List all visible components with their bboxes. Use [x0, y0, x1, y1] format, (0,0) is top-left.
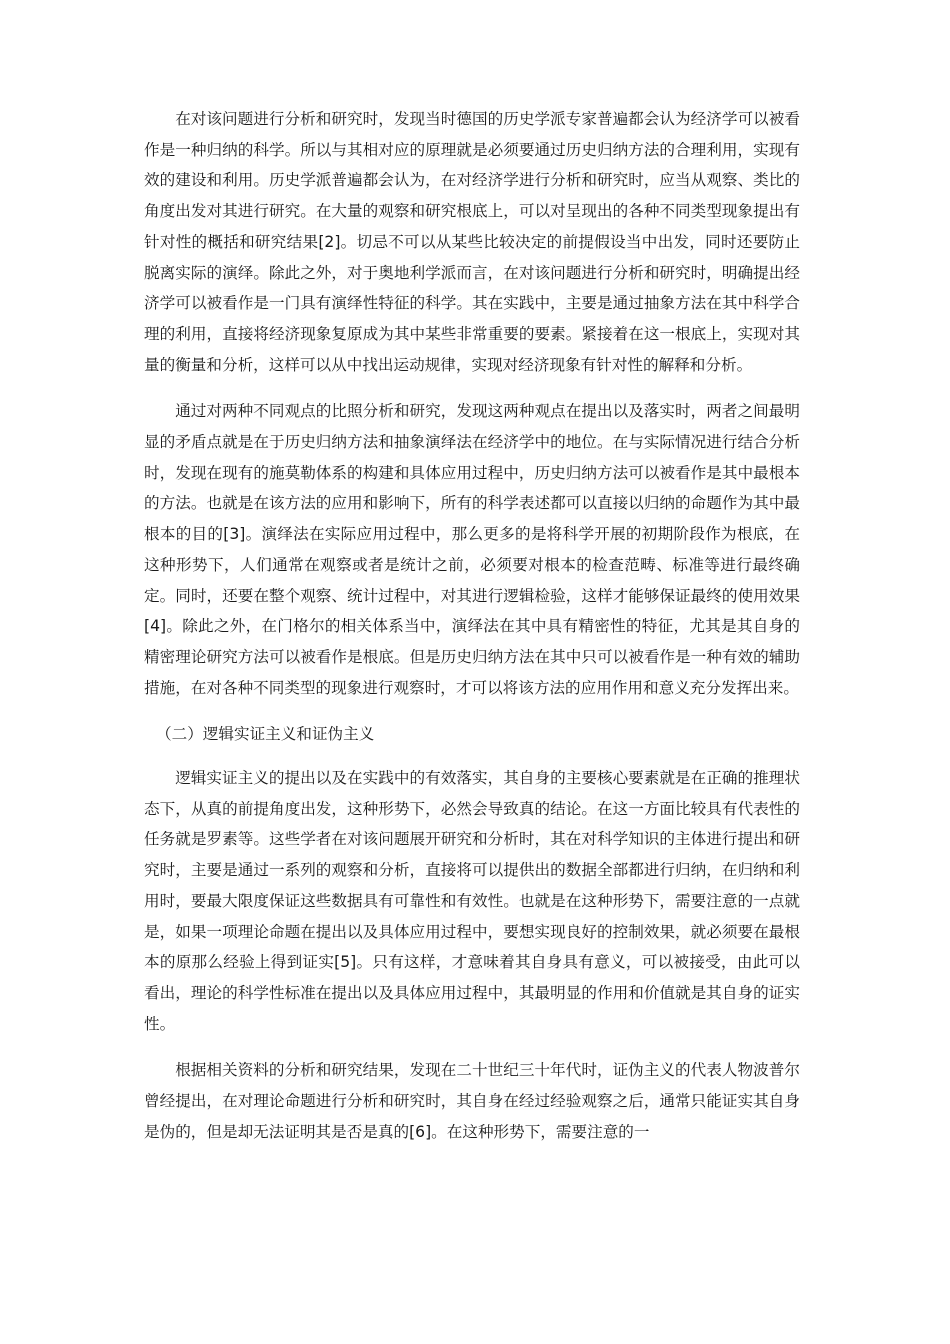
section-heading: （二）逻辑实证主义和证伪主义 [156, 725, 375, 744]
document-page [144, 104, 800, 1164]
body-paragraph: 根据相关资料的分析和研究结果，发现在二十世纪三十年代时，证伪主义的代表人物波普尔曾经提出，在对理论命题进行分析和研究时，其自身在经过经验观察之后，通常只能证实其自身是伪的，但是却无法证明其是否是真的[6]。在这种形势下，需要注意的一 [144, 1061, 800, 1141]
body-paragraph: 通过对两种不同观点的比照分析和研究，发现这两种观点在提出以及落实时，两者之间最明显的矛盾点就是在于历史归纳方法和抽象演绎法在经济学中的地位。在与实际情况进行结合分析时，发现在现有的施莫勒体系的构建和具体应用过程中，历史归纳方法可以被看作是其中最根本的方法。也就是在该方法的应用和影响下，所有的科学表述都可以直接以归纳的命题作为其中最根本的目的[3]。演绎法在实际应用过程中，那么更多的是将科学开展的初期阶段作为根底，在这种形势下，人们通常在观察或者是统计之前，必须要对根本的检查范畴、标准等进行最终确定。同时，还要在整个观察、统计过程中，对其进行逻辑检验，这样才能够保证最终的使用效果[4]。除此之外，在门格尔的相关体系当中，演绎法在其中具有精密性的特征，尤其是其自身的精密理论研究方法可以被看作是根底。但是历史归纳方法在其中只可以被看作是一种有效的辅助措施，在对各种不同类型的现象进行观察时，才可以将该方法的应用作用和意义充分发挥出来。 [144, 402, 800, 697]
body-paragraph: 在对该问题进行分析和研究时，发现当时德国的历史学派专家普遍都会认为经济学可以被看作是一种归纳的科学。所以与其相对应的原理就是必须要通过历史归纳方法的合理利用，实现有效的建设和利用。历史学派普遍都会认为，在对经济学进行分析和研究时，应当从观察、类比的角度出发对其进行研究。在大量的观察和研究根底上，可以对呈现出的各种不同类型现象提出有针对性的概括和研究结果[2]。切忌不可以从某些比较决定的前提假设当中出发，同时还要防止脱离实际的演绎。除此之外，对于奥地利学派而言，在对该问题进行分析和研究时，明确提出经济学可以被看作是一门具有演绎性特征的科学。其在实践中，主要是通过抽象方法在其中科学合理的利用，直接将经济现象复原成为其中某些非常重要的要素。紧接着在这一根底上，实现对其量的衡量和分析，这样可以从中找出运动规律，实现对经济现象有针对性的解释和分析。 [144, 110, 800, 374]
body-paragraph: 逻辑实证主义的提出以及在实践中的有效落实，其自身的主要核心要素就是在正确的推理状态下，从真的前提角度出发，这种形势下，必然会导致真的结论。在这一方面比较具有代表性的任务就是罗素等。这些学者在对该问题展开研究和分析时，其在对科学知识的主体进行提出和研究时，主要是通过一系列的观察和分析，直接将可以提供出的数据全部都进行归纳，在归纳和利用时，要最大限度保证这些数据具有可靠性和有效性。也就是在这种形势下，需要注意的一点就是，如果一项理论命题在提出以及具体应用过程中，要想实现良好的控制效果，就必须要在最根本的原那么经验上得到证实[5]。只有这样，才意味着其自身具有意义，可以被接受，由此可以看出，理论的科学性标准在提出以及具体应用过程中，其最明显的作用和价值就是其自身的证实性。 [144, 769, 800, 1033]
